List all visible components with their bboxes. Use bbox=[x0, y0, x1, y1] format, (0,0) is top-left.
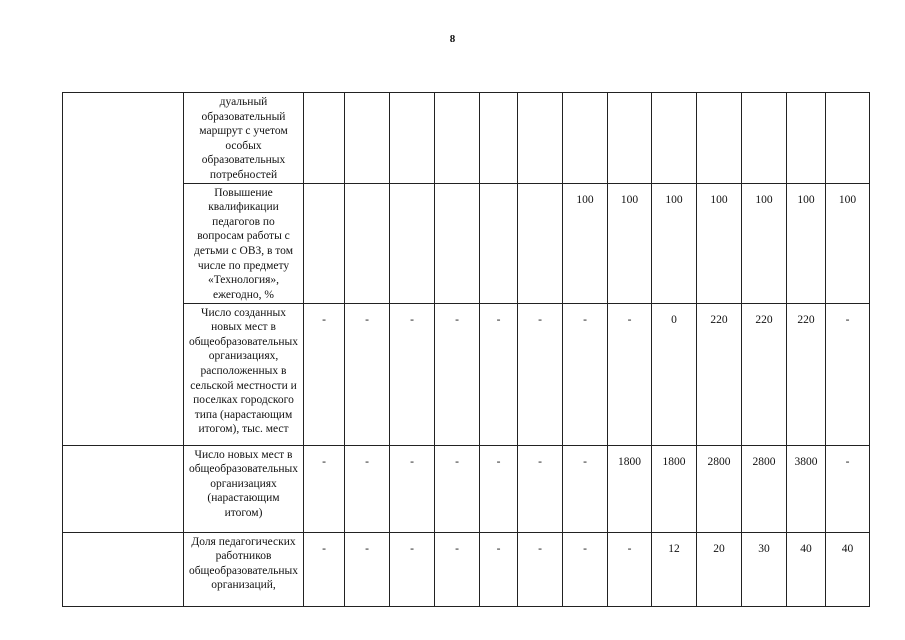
value-cell bbox=[697, 532, 742, 606]
table-row bbox=[63, 445, 870, 532]
value-cell bbox=[697, 93, 742, 184]
value-cell bbox=[518, 183, 563, 303]
value-cell bbox=[304, 183, 345, 303]
value-cell bbox=[826, 445, 870, 532]
value-cell bbox=[608, 445, 652, 532]
value-text: 0 bbox=[671, 313, 677, 326]
value-text: 100 bbox=[755, 193, 773, 206]
value-cell bbox=[608, 183, 652, 303]
value-text: - bbox=[410, 542, 414, 555]
value-cell bbox=[518, 445, 563, 532]
value-text: 100 bbox=[838, 193, 857, 206]
value-text: 1800 bbox=[662, 455, 686, 468]
value-text: - bbox=[455, 542, 459, 555]
value-cell bbox=[826, 183, 870, 303]
value-text: 100 bbox=[576, 193, 594, 206]
value-cell bbox=[652, 532, 697, 606]
value-cell bbox=[787, 183, 826, 303]
value-text: - bbox=[583, 455, 587, 468]
value-cell bbox=[435, 445, 480, 532]
value-text: 40 bbox=[800, 542, 812, 555]
value-cell bbox=[304, 93, 345, 184]
value-text: 1800 bbox=[618, 455, 641, 468]
value-cell bbox=[787, 532, 826, 606]
value-text: 220 bbox=[710, 313, 728, 326]
value-text: 3800 bbox=[794, 455, 818, 468]
table-row bbox=[63, 93, 870, 184]
value-text: 100 bbox=[797, 193, 815, 206]
value-text: 220 bbox=[755, 313, 773, 326]
value-cell bbox=[345, 532, 390, 606]
value-cell bbox=[608, 532, 652, 606]
value-cell bbox=[742, 445, 787, 532]
value-cell bbox=[787, 445, 826, 532]
value-cell bbox=[390, 445, 435, 532]
value-text: - bbox=[455, 455, 459, 468]
value-cell bbox=[652, 93, 697, 184]
value-cell bbox=[518, 93, 563, 184]
value-cell bbox=[787, 303, 826, 445]
value-cell bbox=[742, 532, 787, 606]
value-cell bbox=[826, 93, 870, 184]
value-text: 12 bbox=[668, 542, 680, 555]
value-cell bbox=[742, 183, 787, 303]
value-cell bbox=[608, 303, 652, 445]
value-cell bbox=[652, 445, 697, 532]
value-text: - bbox=[410, 455, 414, 468]
value-text: - bbox=[496, 313, 501, 326]
value-cell bbox=[742, 93, 787, 184]
value-text: 100 bbox=[710, 193, 728, 206]
value-text: 30 bbox=[758, 542, 770, 555]
value-cell bbox=[480, 93, 518, 184]
value-cell bbox=[304, 303, 345, 445]
value-text: - bbox=[538, 455, 542, 468]
indicator-label: Доля педагогических работников общеобразовательных организаций, bbox=[184, 532, 304, 606]
value-cell bbox=[390, 183, 435, 303]
value-text: - bbox=[627, 542, 632, 555]
value-text: 100 bbox=[620, 193, 639, 206]
value-cell bbox=[435, 532, 480, 606]
empty-section-cell bbox=[63, 93, 184, 446]
value-cell bbox=[345, 445, 390, 532]
value-text: - bbox=[538, 542, 542, 555]
value-cell bbox=[435, 303, 480, 445]
value-cell bbox=[390, 532, 435, 606]
value-cell bbox=[563, 532, 608, 606]
page-number: 8 bbox=[449, 33, 456, 45]
value-cell bbox=[563, 93, 608, 184]
value-cell bbox=[697, 303, 742, 445]
value-cell bbox=[608, 93, 652, 184]
value-text: 2800 bbox=[752, 455, 776, 468]
value-cell bbox=[697, 183, 742, 303]
value-text: - bbox=[365, 542, 369, 555]
indicator-label: Число созданных новых мест в общеобразовательных организациях, расположенных в сельской местности и поселках городского типа (нарастающим итогом), тыс. мест bbox=[184, 303, 304, 445]
value-cell bbox=[697, 445, 742, 532]
value-text: - bbox=[496, 542, 501, 555]
value-text: - bbox=[365, 313, 369, 326]
value-text: 220 bbox=[797, 313, 815, 326]
indicator-label: Повышение квалификации педагогов по вопросам работы с детьми с ОВЗ, в том числе по предмету «Технология», ежегодно, % bbox=[184, 183, 304, 303]
value-text: - bbox=[583, 313, 587, 326]
value-cell bbox=[480, 183, 518, 303]
value-cell bbox=[435, 93, 480, 184]
value-text: - bbox=[845, 313, 850, 326]
value-cell bbox=[480, 532, 518, 606]
value-cell bbox=[652, 183, 697, 303]
value-cell bbox=[480, 445, 518, 532]
value-cell bbox=[304, 445, 345, 532]
value-text: - bbox=[322, 542, 326, 555]
value-cell bbox=[435, 183, 480, 303]
value-cell bbox=[563, 303, 608, 445]
value-text: - bbox=[322, 455, 326, 468]
value-text: - bbox=[322, 313, 326, 326]
value-text: - bbox=[583, 542, 587, 555]
value-text: - bbox=[538, 313, 542, 326]
table-row bbox=[63, 183, 870, 303]
value-cell bbox=[826, 303, 870, 445]
indicator-table bbox=[62, 92, 870, 607]
value-text: 20 bbox=[713, 542, 725, 555]
value-cell bbox=[390, 303, 435, 445]
value-text: - bbox=[455, 313, 459, 326]
value-cell bbox=[345, 183, 390, 303]
indicator-label: дуальный образовательный маршрут с учетом особых образовательных потребностей bbox=[184, 93, 304, 184]
value-cell bbox=[518, 532, 563, 606]
value-text: - bbox=[365, 455, 369, 468]
value-text: - bbox=[627, 313, 632, 326]
value-text: - bbox=[845, 455, 850, 468]
value-cell bbox=[787, 93, 826, 184]
empty-section-cell bbox=[63, 532, 184, 606]
table-row bbox=[63, 303, 870, 445]
table-row bbox=[63, 532, 870, 606]
value-cell bbox=[390, 93, 435, 184]
value-cell bbox=[304, 532, 345, 606]
value-cell bbox=[345, 303, 390, 445]
value-cell bbox=[652, 303, 697, 445]
value-cell bbox=[518, 303, 563, 445]
value-text: - bbox=[496, 455, 501, 468]
value-cell bbox=[480, 303, 518, 445]
value-cell bbox=[742, 303, 787, 445]
value-cell bbox=[563, 183, 608, 303]
value-cell bbox=[563, 445, 608, 532]
indicator-label: Число новых мест в общеобразовательных организациях (нарастающим итогом) bbox=[184, 445, 304, 532]
value-cell bbox=[826, 532, 870, 606]
value-text: 40 bbox=[841, 542, 854, 555]
value-text: - bbox=[410, 313, 414, 326]
empty-section-cell bbox=[63, 445, 184, 532]
value-text: 100 bbox=[665, 193, 683, 206]
value-text: 2800 bbox=[707, 455, 731, 468]
value-cell bbox=[345, 93, 390, 184]
